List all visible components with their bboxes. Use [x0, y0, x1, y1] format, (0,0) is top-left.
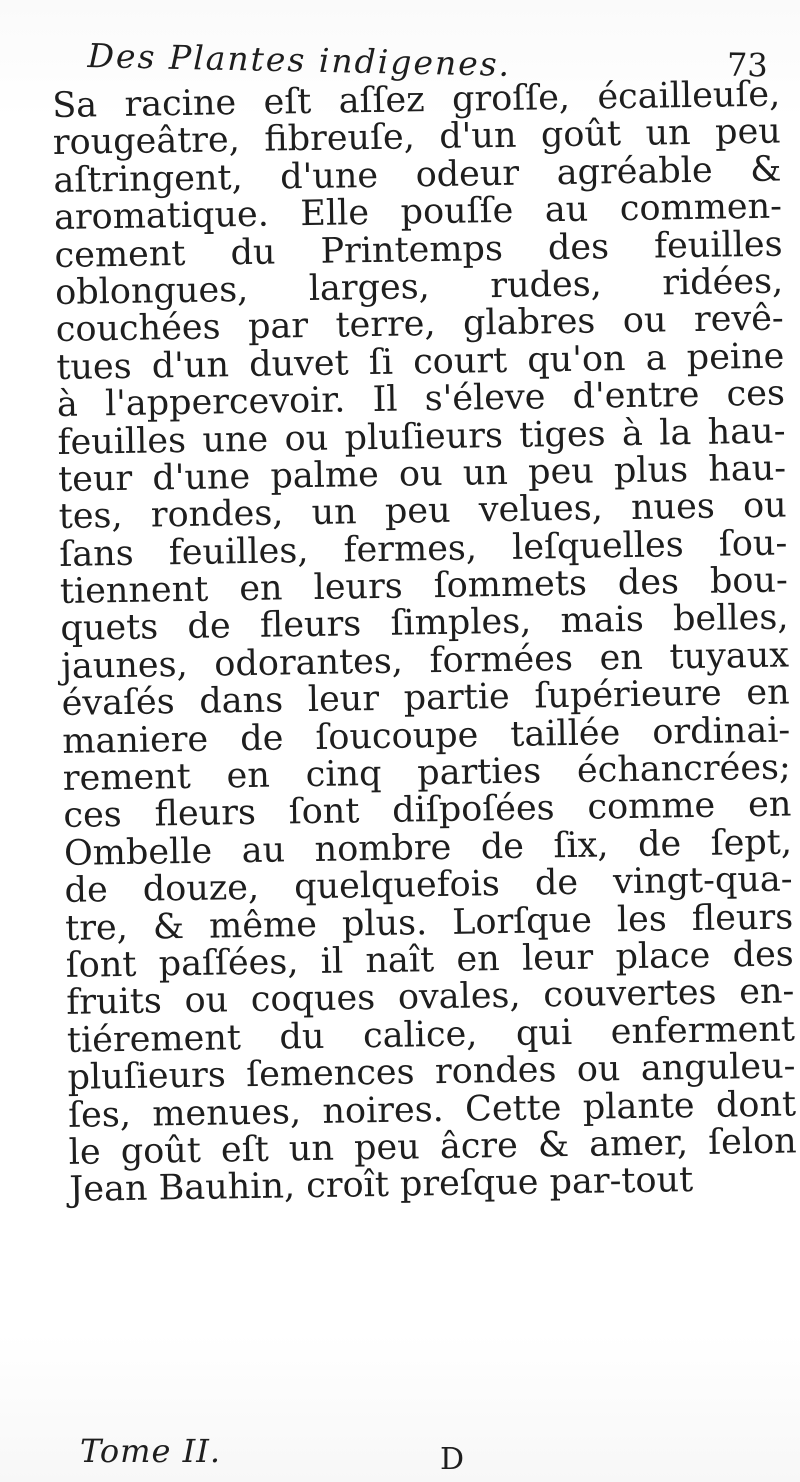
- text-line: quets de fleurs ſimples, mais belles,: [60, 597, 789, 650]
- text-line: Jean Bauhin, croît preſque par-tout: [69, 1160, 694, 1211]
- text-line: rougeâtre, fibreuſe, d'un goût un peu: [52, 111, 782, 164]
- text-line: teur d'une palme ou un peu plus hau-: [57, 448, 787, 500]
- volume-label: Tome II.: [80, 1432, 222, 1470]
- page-footer: [80, 1432, 680, 1477]
- text-line: aromatique. Elle pouſſe au commen-: [53, 186, 783, 239]
- text-line: ſans feuilles, fermes, leſquelles ſou-: [59, 523, 788, 575]
- text-line: ſont paſſées, il naît en leur place des: [65, 934, 795, 986]
- text-line: tiennent en leurs ſommets des bou-: [59, 560, 789, 613]
- text-line: ces fleurs ſont diſpoſées comme en: [63, 784, 792, 837]
- text-line: ſes, menues, noires. Cette plante dont: [67, 1083, 797, 1136]
- running-title: Des Plantes indigenes.: [87, 36, 512, 84]
- text-line: de douze, quelquefois de vingt-qua-: [64, 859, 793, 912]
- text-line: à l'appercevoir. Il s'éleve d'entre ces: [56, 373, 786, 426]
- text-line: oblongues, larges, rudes, ridées,: [54, 261, 784, 313]
- text-line: feuilles une ou pluſieurs tiges à la hau-: [57, 411, 786, 463]
- body-text: [51, 74, 798, 1211]
- text-line: fruits ou coques ovales, couvertes en-: [66, 971, 795, 1024]
- text-line: aſtringent, d'une odeur agréable &: [53, 149, 782, 201]
- text-line: tiérement du calice, qui enferment: [66, 1009, 796, 1061]
- text-line: évaſés dans leur partie ſupérieure en: [61, 672, 790, 725]
- signature-mark: D: [440, 1442, 465, 1477]
- text-line: rement en cinq parties échancrées;: [62, 747, 792, 799]
- text-line: tre, & même plus. Lorſque les fleurs: [64, 897, 794, 949]
- text-line: Ombelle au nombre de ſix, de ſept,: [63, 822, 793, 874]
- text-line: couchées par terre, glabres ou revê-: [55, 298, 785, 351]
- text-line: tues d'un duvet ſi court qu'on a peine: [56, 336, 785, 388]
- page-number: 73: [726, 45, 769, 85]
- text-line: pluſieurs ſemences rondes ou anguleu-: [67, 1046, 796, 1099]
- text-line: cement du Printemps des feuilles: [54, 224, 783, 276]
- text-line: jaunes, odorantes, formées en tuyaux: [60, 635, 790, 687]
- text-line: Sa racine eſt aſſez groſſe, écailleuſe,: [51, 74, 781, 126]
- text-line: maniere de ſoucoupe taillée ordinai-: [61, 710, 791, 762]
- text-line: le goût eſt un peu âcre & amer, ſelon: [68, 1121, 797, 1173]
- text-line: tes, rondes, un peu velues, nues ou: [58, 485, 787, 538]
